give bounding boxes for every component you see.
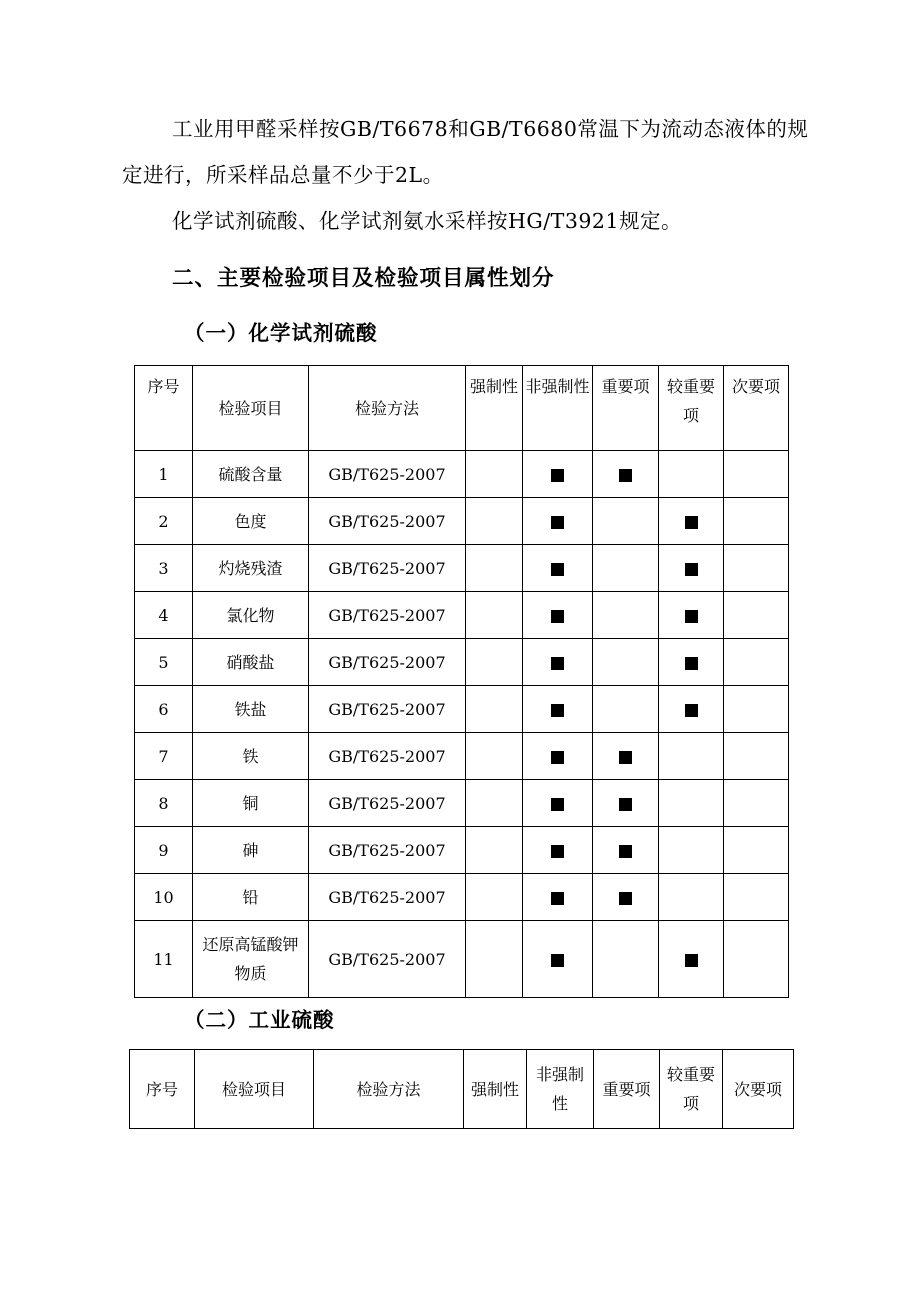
filled-square-mark-icon [551,657,564,670]
attribute-cell [593,733,659,780]
row-number-cell: 3 [135,545,193,592]
attribute-cell [724,545,789,592]
attribute-cell [593,545,659,592]
inspection-item-cell: 铅 [193,874,309,921]
attribute-cell [724,921,789,998]
inspection-item-cell: 硝酸盐 [193,639,309,686]
table-row [135,545,789,592]
inspection-method-cell: GB/T625-2007 [309,592,466,639]
attribute-cell [523,780,593,827]
filled-square-mark-icon [619,892,632,905]
attribute-cell [659,498,724,545]
attribute-cell [659,686,724,733]
table-row [135,639,789,686]
attribute-cell [523,686,593,733]
filled-square-mark-icon [619,845,632,858]
header-cell: 强制性 [464,1050,527,1129]
table-row [135,592,789,639]
inspection-item-cell: 还原高锰酸钾物质 [193,921,309,998]
inspection-item-cell: 砷 [193,827,309,874]
row-number-cell: 1 [135,451,193,498]
header-cell: 次要项 [723,1050,794,1129]
filled-square-mark-icon [551,704,564,717]
filled-square-mark-icon [619,469,632,482]
inspection-item-cell: 氯化物 [193,592,309,639]
row-number-cell: 6 [135,686,193,733]
inspection-method-cell: GB/T625-2007 [309,921,466,998]
attribute-cell [466,451,523,498]
attribute-cell [724,639,789,686]
attribute-cell [724,733,789,780]
attribute-cell [659,874,724,921]
row-number-cell: 4 [135,592,193,639]
attribute-cell [593,592,659,639]
filled-square-mark-icon [619,751,632,764]
filled-square-mark-icon [685,610,698,623]
inspection-item-cell: 铜 [193,780,309,827]
row-number-cell: 5 [135,639,193,686]
filled-square-mark-icon [551,751,564,764]
attribute-cell [523,451,593,498]
attribute-cell [466,545,523,592]
table-row [135,451,789,498]
attribute-cell [593,451,659,498]
filled-square-mark-icon [551,469,564,482]
header-cell: 检验项目 [193,366,309,451]
header-cell: 检验项目 [195,1050,314,1129]
header-cell: 非强制性 [523,366,593,451]
attribute-cell [659,780,724,827]
attribute-cell [659,545,724,592]
row-number-cell: 9 [135,827,193,874]
row-number-cell: 2 [135,498,193,545]
attribute-cell [466,639,523,686]
inspection-table-reagent-sulfuric-acid [134,365,789,998]
attribute-cell [659,733,724,780]
filled-square-mark-icon [685,516,698,529]
subsection-title-industrial-sulfuric-acid: （二）工业硫酸 [184,1008,335,1032]
attribute-cell [659,827,724,874]
attribute-cell [523,921,593,998]
inspection-method-cell: GB/T625-2007 [309,498,466,545]
attribute-cell [466,780,523,827]
header-cell: 检验方法 [309,366,466,451]
table-row [135,498,789,545]
attribute-cell [523,733,593,780]
attribute-cell [724,827,789,874]
row-number-cell: 7 [135,733,193,780]
table-header-row [130,1050,794,1129]
attribute-cell [724,592,789,639]
attribute-cell [523,827,593,874]
attribute-cell [593,874,659,921]
inspection-item-cell: 色度 [193,498,309,545]
inspection-item-cell: 灼烧残渣 [193,545,309,592]
attribute-cell [523,592,593,639]
attribute-cell [523,545,593,592]
attribute-cell [523,874,593,921]
inspection-method-cell: GB/T625-2007 [309,780,466,827]
inspection-item-cell: 硫酸含量 [193,451,309,498]
inspection-method-cell: GB/T625-2007 [309,545,466,592]
filled-square-mark-icon [551,563,564,576]
header-cell: 次要项 [724,366,789,451]
table-row [135,733,789,780]
filled-square-mark-icon [685,563,698,576]
attribute-cell [724,780,789,827]
inspection-item-cell: 铁 [193,733,309,780]
inspection-method-cell: GB/T625-2007 [309,451,466,498]
filled-square-mark-icon [619,798,632,811]
header-cell: 较重要项 [659,366,724,451]
row-number-cell: 11 [135,921,193,998]
table-row [135,686,789,733]
inspection-method-cell: GB/T625-2007 [309,874,466,921]
header-cell: 序号 [135,366,193,451]
attribute-cell [593,498,659,545]
attribute-cell [659,451,724,498]
attribute-cell [659,592,724,639]
attribute-cell [523,498,593,545]
table-row [135,874,789,921]
inspection-table-industrial-sulfuric-acid [129,1049,794,1129]
attribute-cell [523,639,593,686]
filled-square-mark-icon [685,657,698,670]
row-number-cell: 10 [135,874,193,921]
attribute-cell [466,498,523,545]
paragraph-sampling-reagents: 化学试剂硫酸、化学试剂氨水采样按HG/T3921规定。 [172,209,683,233]
header-cell: 检验方法 [314,1050,464,1129]
filled-square-mark-icon [551,892,564,905]
attribute-cell [466,733,523,780]
attribute-cell [593,639,659,686]
inspection-method-cell: GB/T625-2007 [309,827,466,874]
attribute-cell [659,639,724,686]
attribute-cell [466,827,523,874]
attribute-cell [593,780,659,827]
attribute-cell [724,686,789,733]
filled-square-mark-icon [551,610,564,623]
header-cell: 较重要项 [660,1050,723,1129]
subsection-title-reagent-sulfuric-acid: （一）化学试剂硫酸 [184,321,378,345]
attribute-cell [659,921,724,998]
header-cell: 重要项 [594,1050,660,1129]
row-number-cell: 8 [135,780,193,827]
attribute-cell [593,686,659,733]
paragraph-sampling-formaldehyde: 工业用甲醛采样按GB/T6678和GB/T6680常温下为流动态液体的规定进行，所采样品总量不少于2L。 [122,117,809,187]
filled-square-mark-icon [551,845,564,858]
header-cell: 序号 [130,1050,195,1129]
attribute-cell [466,686,523,733]
header-cell: 重要项 [593,366,659,451]
attribute-cell [593,921,659,998]
filled-square-mark-icon [551,954,564,967]
header-cell: 强制性 [466,366,523,451]
table-row [135,921,789,998]
table-header-row [135,366,789,451]
inspection-item-cell: 铁盐 [193,686,309,733]
attribute-cell [593,827,659,874]
inspection-method-cell: GB/T625-2007 [309,639,466,686]
inspection-method-cell: GB/T625-2007 [309,686,466,733]
filled-square-mark-icon [685,704,698,717]
attribute-cell [724,451,789,498]
section-heading: 二、主要检验项目及检验项目属性划分 [172,266,555,291]
attribute-cell [724,498,789,545]
attribute-cell [724,874,789,921]
filled-square-mark-icon [551,798,564,811]
table-row [135,780,789,827]
header-cell: 非强制性 [527,1050,594,1129]
attribute-cell [466,874,523,921]
attribute-cell [466,921,523,998]
filled-square-mark-icon [551,516,564,529]
table-row [135,827,789,874]
attribute-cell [466,592,523,639]
filled-square-mark-icon [685,954,698,967]
inspection-method-cell: GB/T625-2007 [309,733,466,780]
